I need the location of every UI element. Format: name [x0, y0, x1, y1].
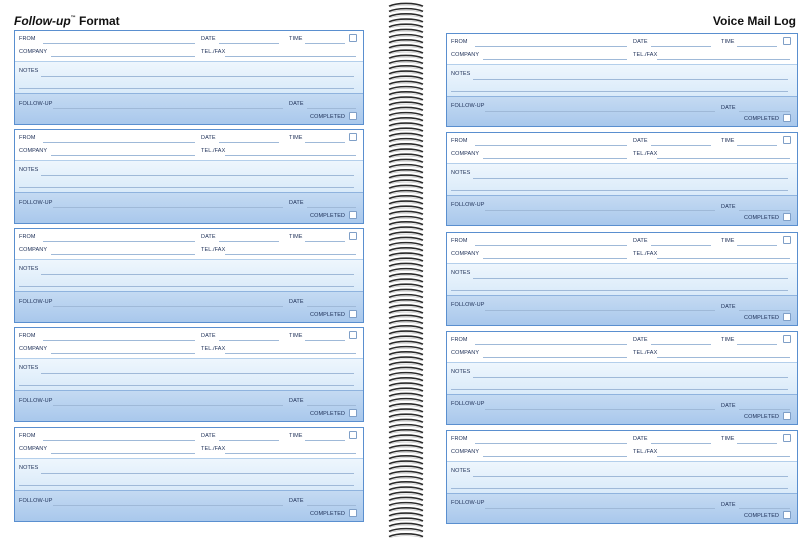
notes-label: NOTES — [451, 270, 471, 276]
time-field[interactable] — [305, 440, 345, 441]
notes-field-line-2[interactable] — [19, 385, 354, 386]
from-field[interactable] — [475, 443, 627, 444]
notes-label: NOTES — [19, 465, 39, 471]
company-label: COMPANY — [451, 449, 480, 455]
time-label: TIME — [721, 436, 735, 442]
date-field[interactable] — [651, 344, 711, 345]
time-label: TIME — [721, 39, 735, 45]
title-rest: Format — [75, 14, 120, 28]
from-label: FROM — [451, 436, 468, 442]
notes-field-line-2[interactable] — [19, 88, 354, 89]
from-label: FROM — [19, 234, 36, 240]
completed-checkbox-icon[interactable] — [783, 213, 791, 221]
from-label: FROM — [19, 36, 36, 42]
tel-fax-field[interactable] — [225, 353, 356, 354]
log-entry-card — [14, 129, 364, 224]
date-field[interactable] — [219, 142, 279, 143]
notes-field-line-2[interactable] — [451, 91, 788, 92]
company-label: COMPANY — [451, 350, 480, 356]
follow-up-date-field[interactable] — [739, 210, 790, 211]
left-page — [0, 0, 372, 539]
company-label: COMPANY — [19, 346, 48, 352]
am-pm-checkbox-icon[interactable] — [349, 232, 357, 240]
completed-label: COMPLETED — [310, 213, 346, 219]
date-label: DATE — [633, 138, 648, 144]
follow-up-date-label: DATE — [721, 304, 736, 310]
company-field[interactable] — [483, 357, 627, 358]
notes-band — [447, 461, 797, 494]
follow-up-date-label: DATE — [721, 403, 736, 409]
follow-up-date-label: DATE — [721, 204, 736, 210]
time-label: TIME — [721, 138, 735, 144]
am-pm-checkbox-icon[interactable] — [783, 236, 791, 244]
company-label: COMPANY — [19, 49, 48, 55]
notes-label: NOTES — [451, 170, 471, 176]
notes-band — [15, 61, 363, 94]
tel-fax-field[interactable] — [225, 254, 356, 255]
from-field[interactable] — [475, 46, 627, 47]
follow-up-label: FOLLOW-UP — [19, 200, 53, 206]
time-field[interactable] — [737, 344, 777, 345]
time-label: TIME — [289, 433, 303, 439]
tel-fax-label: TEL./FAX — [201, 446, 226, 452]
company-field[interactable] — [51, 453, 195, 454]
date-label: DATE — [633, 436, 648, 442]
completed-label: COMPLETED — [744, 116, 780, 122]
date-field[interactable] — [651, 245, 711, 246]
company-label: COMPANY — [451, 52, 480, 58]
log-entry-card — [446, 232, 798, 326]
tel-fax-label: TEL./FAX — [201, 148, 226, 154]
am-pm-checkbox-icon[interactable] — [783, 136, 791, 144]
follow-up-date-field[interactable] — [307, 405, 356, 406]
notes-field[interactable] — [41, 175, 354, 176]
am-pm-checkbox-icon[interactable] — [349, 331, 357, 339]
follow-up-date-field[interactable] — [739, 310, 790, 311]
log-entry-card — [446, 132, 798, 226]
follow-up-date-label: DATE — [289, 498, 304, 504]
tel-fax-label: TEL./FAX — [633, 350, 658, 356]
follow-up-date-field[interactable] — [307, 207, 356, 208]
notes-field[interactable] — [41, 76, 354, 77]
company-field[interactable] — [51, 155, 195, 156]
notes-field[interactable] — [473, 278, 788, 279]
notes-field[interactable] — [473, 79, 788, 80]
completed-label: COMPLETED — [744, 315, 780, 321]
follow-up-date-label: DATE — [289, 299, 304, 305]
spiral-binding-icon — [383, 0, 429, 539]
notes-field[interactable] — [41, 473, 354, 474]
follow-up-field[interactable] — [53, 405, 283, 406]
notes-field-line-2[interactable] — [19, 187, 354, 188]
am-pm-checkbox-icon[interactable] — [349, 34, 357, 42]
log-entry-card — [14, 228, 364, 323]
follow-up-field[interactable] — [53, 306, 283, 307]
time-label: TIME — [289, 135, 303, 141]
follow-up-field[interactable] — [485, 310, 715, 311]
notes-field[interactable] — [41, 373, 354, 374]
time-field[interactable] — [305, 43, 345, 44]
follow-up-date-field[interactable] — [739, 111, 790, 112]
follow-up-date-field[interactable] — [739, 409, 790, 410]
notes-band — [15, 358, 363, 391]
log-entry-card — [14, 327, 364, 422]
tel-fax-field[interactable] — [657, 158, 790, 159]
follow-up-field[interactable] — [485, 409, 715, 410]
from-field[interactable] — [43, 241, 195, 242]
follow-up-field[interactable] — [53, 108, 283, 109]
date-label: DATE — [201, 135, 216, 141]
follow-up-field[interactable] — [485, 111, 715, 112]
am-pm-checkbox-icon[interactable] — [349, 133, 357, 141]
date-field[interactable] — [219, 43, 279, 44]
follow-up-label: FOLLOW-UP — [451, 103, 485, 109]
tel-fax-field[interactable] — [657, 59, 790, 60]
time-field[interactable] — [737, 46, 777, 47]
follow-up-label: FOLLOW-UP — [451, 401, 485, 407]
tel-fax-field[interactable] — [225, 155, 356, 156]
notes-band — [15, 259, 363, 292]
completed-checkbox-icon[interactable] — [349, 409, 357, 417]
notes-label: NOTES — [451, 468, 471, 474]
time-label: TIME — [289, 333, 303, 339]
completed-label: COMPLETED — [744, 414, 780, 420]
notes-label: NOTES — [451, 71, 471, 77]
completed-label: COMPLETED — [310, 511, 346, 517]
company-label: COMPANY — [451, 251, 480, 257]
from-field[interactable] — [475, 145, 627, 146]
log-entry-card — [446, 33, 798, 127]
log-entry-card — [446, 331, 798, 425]
notes-band — [15, 160, 363, 193]
title-italic: Follow-up — [14, 14, 71, 28]
completed-checkbox-icon[interactable] — [349, 509, 357, 517]
notes-field[interactable] — [473, 377, 788, 378]
date-field[interactable] — [219, 340, 279, 341]
follow-up-label: FOLLOW-UP — [451, 302, 485, 308]
company-field[interactable] — [483, 59, 627, 60]
from-field[interactable] — [475, 245, 627, 246]
date-label: DATE — [201, 234, 216, 240]
tel-fax-label: TEL./FAX — [201, 247, 226, 253]
completed-checkbox-icon[interactable] — [783, 313, 791, 321]
company-field[interactable] — [483, 456, 627, 457]
tel-fax-label: TEL./FAX — [633, 52, 658, 58]
tel-fax-field[interactable] — [657, 357, 790, 358]
completed-checkbox-icon[interactable] — [783, 412, 791, 420]
time-field[interactable] — [737, 145, 777, 146]
completed-checkbox-icon[interactable] — [349, 310, 357, 318]
notes-label: NOTES — [19, 167, 39, 173]
date-label: DATE — [201, 433, 216, 439]
time-field[interactable] — [737, 245, 777, 246]
notes-field-line-2[interactable] — [19, 286, 354, 287]
from-field[interactable] — [43, 43, 195, 44]
tel-fax-field[interactable] — [657, 456, 790, 457]
follow-up-date-field[interactable] — [307, 505, 356, 506]
log-entry-card — [14, 427, 364, 522]
company-field[interactable] — [51, 254, 195, 255]
date-field[interactable] — [651, 443, 711, 444]
follow-up-label: FOLLOW-UP — [19, 498, 53, 504]
tel-fax-label: TEL./FAX — [633, 251, 658, 257]
follow-up-label: FOLLOW-UP — [19, 101, 53, 107]
tel-fax-label: TEL./FAX — [201, 346, 226, 352]
notes-label: NOTES — [451, 369, 471, 375]
notes-label: NOTES — [19, 266, 39, 272]
tel-fax-label: TEL./FAX — [633, 449, 658, 455]
follow-up-field[interactable] — [53, 207, 283, 208]
notes-band — [447, 362, 797, 395]
completed-label: COMPLETED — [310, 411, 346, 417]
am-pm-checkbox-icon[interactable] — [783, 37, 791, 45]
notes-band — [447, 263, 797, 296]
tel-fax-label: TEL./FAX — [633, 151, 658, 157]
am-pm-checkbox-icon[interactable] — [783, 434, 791, 442]
log-entry-card — [446, 430, 798, 524]
company-label: COMPANY — [19, 148, 48, 154]
follow-up-date-field[interactable] — [307, 108, 356, 109]
completed-checkbox-icon[interactable] — [783, 511, 791, 519]
follow-up-field[interactable] — [485, 210, 715, 211]
date-label: DATE — [201, 333, 216, 339]
time-field[interactable] — [305, 142, 345, 143]
date-field[interactable] — [651, 145, 711, 146]
date-field[interactable] — [219, 440, 279, 441]
company-label: COMPANY — [451, 151, 480, 157]
notes-field-line-2[interactable] — [451, 488, 788, 489]
trademark-mark: ™ — [70, 15, 76, 21]
date-field[interactable] — [219, 241, 279, 242]
follow-up-date-field[interactable] — [739, 508, 790, 509]
date-label: DATE — [633, 238, 648, 244]
completed-label: COMPLETED — [310, 312, 346, 318]
right-page — [434, 0, 800, 539]
from-label: FROM — [451, 138, 468, 144]
page-title-follow-up-format — [14, 14, 120, 28]
date-label: DATE — [201, 36, 216, 42]
follow-up-date-label: DATE — [289, 398, 304, 404]
notes-field-line-2[interactable] — [451, 389, 788, 390]
date-label: DATE — [633, 39, 648, 45]
from-field[interactable] — [475, 344, 627, 345]
follow-up-field[interactable] — [485, 508, 715, 509]
from-field[interactable] — [43, 340, 195, 341]
notes-field-line-2[interactable] — [19, 485, 354, 486]
from-label: FROM — [19, 333, 36, 339]
time-label: TIME — [289, 234, 303, 240]
notes-field[interactable] — [41, 274, 354, 275]
time-label: TIME — [721, 337, 735, 343]
notes-label: NOTES — [19, 68, 39, 74]
log-entry-card — [14, 30, 364, 125]
notes-field[interactable] — [473, 476, 788, 477]
from-label: FROM — [451, 39, 468, 45]
completed-label: COMPLETED — [744, 215, 780, 221]
completed-checkbox-icon[interactable] — [349, 211, 357, 219]
tel-fax-label: TEL./FAX — [201, 49, 226, 55]
am-pm-checkbox-icon[interactable] — [349, 431, 357, 439]
follow-up-label: FOLLOW-UP — [451, 500, 485, 506]
notes-band — [447, 163, 797, 196]
follow-up-label: FOLLOW-UP — [19, 398, 53, 404]
time-label: TIME — [289, 36, 303, 42]
completed-checkbox-icon[interactable] — [783, 114, 791, 122]
time-field[interactable] — [305, 241, 345, 242]
date-label: DATE — [633, 337, 648, 343]
from-field[interactable] — [43, 142, 195, 143]
completed-checkbox-icon[interactable] — [349, 112, 357, 120]
notes-label: NOTES — [19, 365, 39, 371]
time-field[interactable] — [737, 443, 777, 444]
date-field[interactable] — [651, 46, 711, 47]
page-title-voice-mail-log: Voice Mail Log — [712, 14, 796, 28]
completed-label: COMPLETED — [744, 513, 780, 519]
time-field[interactable] — [305, 340, 345, 341]
company-field[interactable] — [51, 56, 195, 57]
follow-up-date-label: DATE — [289, 200, 304, 206]
follow-up-label: FOLLOW-UP — [19, 299, 53, 305]
company-field[interactable] — [483, 258, 627, 259]
notes-field[interactable] — [473, 178, 788, 179]
from-label: FROM — [451, 337, 468, 343]
am-pm-checkbox-icon[interactable] — [783, 335, 791, 343]
notes-field-line-2[interactable] — [451, 190, 788, 191]
company-label: COMPANY — [19, 446, 48, 452]
tel-fax-field[interactable] — [225, 56, 356, 57]
tel-fax-field[interactable] — [225, 453, 356, 454]
from-label: FROM — [19, 135, 36, 141]
company-label: COMPANY — [19, 247, 48, 253]
from-label: FROM — [19, 433, 36, 439]
time-label: TIME — [721, 238, 735, 244]
company-field[interactable] — [51, 353, 195, 354]
notes-band — [447, 64, 797, 97]
completed-label: COMPLETED — [310, 114, 346, 120]
notes-field-line-2[interactable] — [451, 290, 788, 291]
follow-up-date-field[interactable] — [307, 306, 356, 307]
follow-up-date-label: DATE — [721, 105, 736, 111]
notes-band — [15, 458, 363, 491]
follow-up-date-label: DATE — [721, 502, 736, 508]
from-field[interactable] — [43, 440, 195, 441]
follow-up-date-label: DATE — [289, 101, 304, 107]
company-field[interactable] — [483, 158, 627, 159]
follow-up-field[interactable] — [53, 505, 283, 506]
from-label: FROM — [451, 238, 468, 244]
tel-fax-field[interactable] — [657, 258, 790, 259]
follow-up-label: FOLLOW-UP — [451, 202, 485, 208]
